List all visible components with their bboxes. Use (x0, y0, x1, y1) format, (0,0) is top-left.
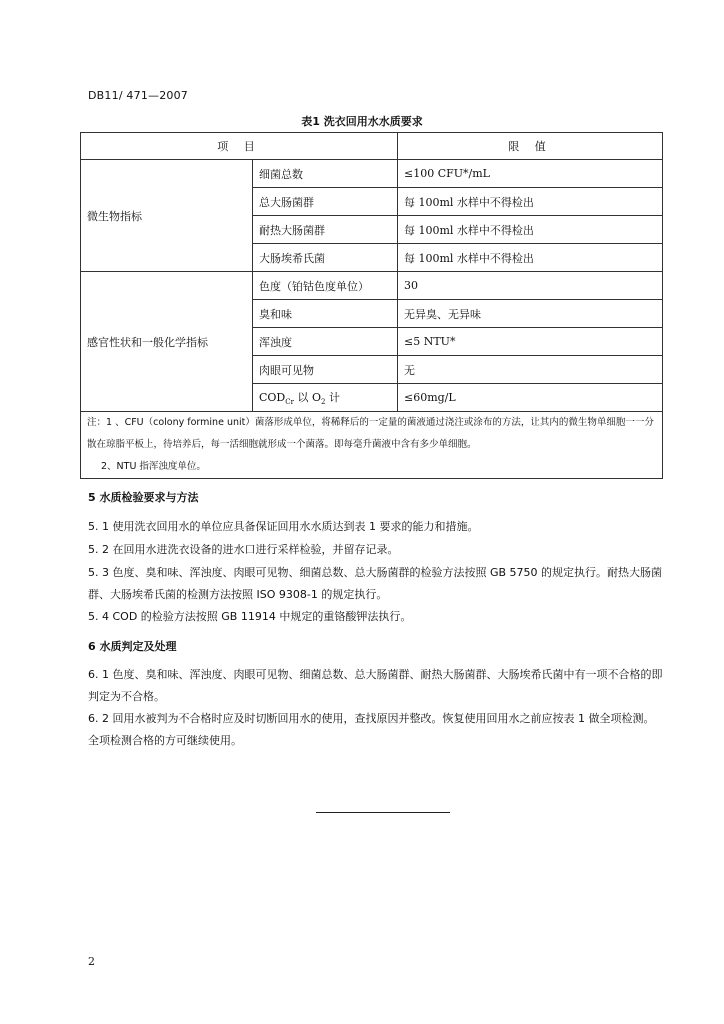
table-caption: 表1 洗衣回用水水质要求 (301, 115, 423, 128)
value-cell: 无异臭、无异味 (398, 300, 663, 328)
section-5-heading: 5 水质检验要求与方法 (88, 491, 199, 504)
category-microbial: 微生物指标 (81, 160, 253, 272)
value-cell: 每 100ml 水样中不得检出 (398, 216, 663, 244)
cod-label: COD (259, 390, 286, 404)
paragraph-6-1: 6. 1 色度、臭和味、浑浊度、肉眼可见物、细菌总数、总大肠菌群、耐热大肠菌群、大肠埃希氏菌中有一项不合格的即判定为不合格。 (88, 668, 663, 703)
note-line-1: 注：1 、CFU（colony formine unit）菌落形成单位，将稀释后的一定量的菌液通过浇注或涂布的方法，让其内的微生物单细胞一一分散在琼脂平板上，待培养后，每一活细胞就形成一个菌落。即每毫升菌液中含有多少单细胞。 (87, 417, 654, 450)
col-header-limit: 限 值 (398, 133, 663, 160)
paragraph-5-4: 5. 4 COD 的检验方法按照 GB 11914 中规定的重铬酸钾法执行。 (88, 610, 412, 623)
item-cell: 总大肠菌群 (253, 188, 398, 216)
item-cell: 肉眼可见物 (253, 356, 398, 384)
value-cell: ≤100 CFU*/mL (398, 160, 663, 188)
cod-subscript: Cr (285, 398, 294, 407)
item-cell: 细菌总数 (253, 160, 398, 188)
water-quality-table (80, 132, 663, 479)
item-cell-cod (253, 384, 398, 412)
value-cell: ≤5 NTU* (398, 328, 663, 356)
category-sensory-chemical: 感官性状和一般化学指标 (81, 272, 253, 412)
paragraph-6-2: 6. 2 回用水被判为不合格时应及时切断回用水的使用，查找原因并整改。恢复使用回用水之前应按表 1 做全项检测。全项检测合格的方可继续使用。 (88, 712, 655, 747)
section-6-heading: 6 水质判定及处理 (88, 640, 177, 653)
paragraph-5-3: 5. 3 色度、臭和味、浑浊度、肉眼可见物、细菌总数、总大肠菌群的检验方法按照 GB 5750 的规定执行。耐热大肠菌群、大肠埃希氏菌的检测方法按照 ISO 9308-1 的规定执行。 (88, 566, 663, 601)
note-line-2: 2、NTU 指浑浊度单位。 (101, 461, 206, 472)
cod-basis: 以 O (297, 390, 321, 404)
document-code: DB11/ 471—2007 (88, 89, 189, 102)
table-note-row (81, 412, 663, 479)
table-note (81, 412, 663, 479)
table-row (81, 272, 663, 300)
item-cell: 臭和味 (253, 300, 398, 328)
value-cell: 每 100ml 水样中不得检出 (398, 188, 663, 216)
col-header-item: 项 目 (81, 133, 398, 160)
oxygen-subscript: 2 (320, 398, 326, 407)
paragraph-5-2: 5. 2 在回用水进洗衣设备的进水口进行采样检验，并留存记录。 (88, 543, 399, 556)
item-cell: 色度（铂钴色度单位） (253, 272, 398, 300)
table-row (81, 160, 663, 188)
item-cell: 浑浊度 (253, 328, 398, 356)
table-header-row (81, 133, 663, 160)
value-cell: 无 (398, 356, 663, 384)
item-cell: 耐热大肠菌群 (253, 216, 398, 244)
value-cell: 每 100ml 水样中不得检出 (398, 244, 663, 272)
page-number: 2 (88, 955, 95, 968)
value-cell: 30 (398, 272, 663, 300)
cod-unit-suffix: 计 (328, 390, 340, 404)
end-rule (316, 812, 450, 813)
item-cell: 大肠埃希氏菌 (253, 244, 398, 272)
paragraph-5-1: 5. 1 使用洗衣回用水的单位应具备保证回用水水质达到表 1 要求的能力和措施。 (88, 520, 479, 533)
value-cell: ≤60mg/L (398, 384, 663, 412)
